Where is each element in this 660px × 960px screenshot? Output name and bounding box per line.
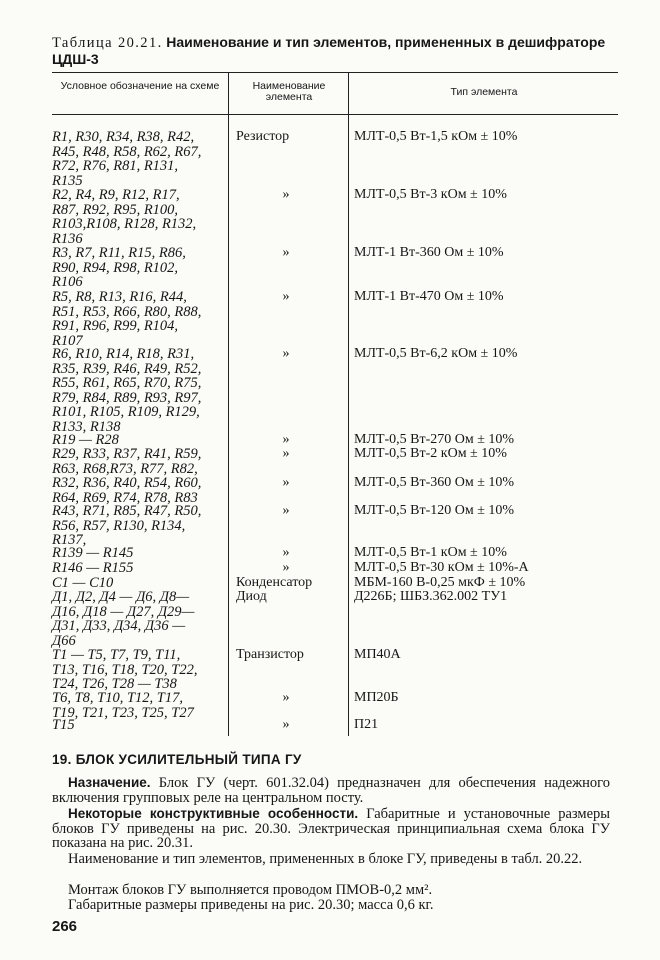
cell-element-type: МЛТ-0,5 Вт-3 кОм ± 10% bbox=[354, 187, 507, 202]
cell-designation: R6, R10, R14, R18, R31, R35, R39, R46, R49, R52, R55, R61, R65, R70, R75, R79, R84, R89, R93, R97, R101, R105, R109, R129, R133, R138 bbox=[52, 346, 202, 435]
column-divider-2 bbox=[348, 72, 349, 736]
cell-element-name: » bbox=[282, 475, 290, 490]
cell-designation: R139 — R145 bbox=[52, 545, 134, 561]
cell-designation: R29, R33, R37, R41, R59, R63, R68,R73, R77, R82, bbox=[52, 446, 202, 477]
cell-element-name: Резистор bbox=[236, 129, 290, 144]
paragraph-elements: Наименование и тип элементов, примененных в блоке ГУ, приведены в табл. 20.22. bbox=[68, 851, 583, 867]
header-element-name: Наименование элемента bbox=[252, 80, 326, 103]
paragraph-purpose-text: Блок ГУ (черт. 601.32.04) предназначен для обеспечения надежного включения групповых реле на центральном посту. bbox=[52, 775, 610, 806]
cell-element-name: » bbox=[282, 690, 290, 705]
header-designation: Условное обозначение на схеме bbox=[60, 80, 220, 92]
table-caption bbox=[52, 34, 612, 68]
cell-element-type: МЛТ-0,5 Вт-6,2 кОм ± 10% bbox=[354, 346, 518, 361]
cell-element-name: » bbox=[282, 289, 290, 304]
cell-element-name: » bbox=[282, 545, 290, 560]
cell-element-name: » bbox=[282, 446, 290, 461]
header-element-type: Тип элемента bbox=[450, 86, 518, 98]
paragraph-mounting: Монтаж блоков ГУ выполняется проводом ПМОВ-0,2 мм². bbox=[68, 882, 433, 898]
table-caption-label: Таблица 20.21. bbox=[52, 35, 163, 51]
cell-designation: R19 — R28 bbox=[52, 432, 119, 448]
cell-designation: T6, T8, T10, T12, T17, T19, T21, T23, T25, T27 bbox=[52, 690, 194, 721]
cell-element-type: МЛТ-0,5 Вт-270 Ом ± 10% bbox=[354, 432, 515, 447]
cell-element-name: Диод bbox=[236, 589, 267, 604]
paragraph-purpose bbox=[52, 776, 610, 805]
cell-element-type: МЛТ-1 Вт-360 Ом ± 10% bbox=[354, 245, 504, 260]
cell-element-name: » bbox=[282, 503, 290, 518]
table-caption-title: Наименование и тип элементов, примененных в дешифраторе ЦДШ-3 bbox=[52, 34, 606, 67]
section-title: 19. БЛОК УСИЛИТЕЛЬНЫЙ ТИПА ГУ bbox=[52, 752, 302, 767]
paragraph-features-lead: Некоторые конструктивные особенности. bbox=[68, 806, 359, 821]
cell-element-name: Транзистор bbox=[236, 647, 304, 662]
cell-element-type: МБМ-160 В-0,25 мкФ ± 10% bbox=[354, 575, 526, 590]
cell-designation: R1, R30, R34, R38, R42, R45, R48, R58, R62, R67, R72, R76, R81, R131, R135 bbox=[52, 129, 202, 189]
column-divider-1 bbox=[228, 72, 229, 736]
cell-element-name: » bbox=[282, 187, 290, 202]
cell-element-type: МЛТ-0,5 Вт-30 кОм ± 10%-А bbox=[354, 560, 529, 575]
cell-designation: R2, R4, R9, R12, R17, R87, R92, R95, R100, R103,R108, R128, R132, R136 bbox=[52, 187, 197, 247]
paragraph-features bbox=[52, 807, 610, 851]
paragraph-purpose-lead: Назначение. bbox=[68, 775, 151, 790]
elements-table bbox=[52, 72, 618, 736]
cell-designation: Д1, Д2, Д4 — Д6, Д8— Д16, Д18 — Д27, Д29— Д31, Д33, Д34, Д36 — Д66 bbox=[52, 589, 195, 649]
cell-element-name: » bbox=[282, 346, 290, 361]
cell-designation: R32, R36, R40, R54, R60, R64, R69, R74, R78, R83 bbox=[52, 475, 202, 506]
cell-element-type: МЛТ-0,5 Вт-1,5 кОм ± 10% bbox=[354, 129, 518, 144]
cell-element-name: » bbox=[282, 432, 290, 447]
cell-element-type: МП40А bbox=[354, 647, 401, 662]
cell-element-name: » bbox=[282, 245, 290, 260]
cell-element-name: » bbox=[282, 717, 290, 732]
cell-element-type: Д226Б; ШБЗ.362.002 ТУ1 bbox=[354, 589, 508, 604]
cell-element-type: МЛТ-0,5 Вт-360 Ом ± 10% bbox=[354, 475, 515, 490]
cell-element-type: МП20Б bbox=[354, 690, 399, 705]
cell-element-name: » bbox=[282, 560, 290, 575]
cell-designation: R146 — R155 bbox=[52, 560, 134, 576]
cell-element-type: МЛТ-0,5 Вт-120 Ом ± 10% bbox=[354, 503, 515, 518]
cell-element-type: МЛТ-1 Вт-470 Ом ± 10% bbox=[354, 289, 504, 304]
page-number: 266 bbox=[52, 918, 78, 935]
cell-designation: T1 — T5, T7, T9, T11, T13, T16, T18, T20, T22, T24, T26, T28 — T38 bbox=[52, 647, 198, 692]
cell-designation: R3, R7, R11, R15, R86, R90, R94, R98, R102, R106 bbox=[52, 245, 186, 290]
cell-designation: R5, R8, R13, R16, R44, R51, R53, R66, R80, R88, R91, R96, R99, R104, R107 bbox=[52, 289, 202, 349]
cell-designation: R43, R71, R85, R47, R50, R56, R57, R130, R134, R137, bbox=[52, 503, 202, 548]
table-header-rule bbox=[52, 114, 618, 115]
paragraph-dimensions: Габаритные размеры приведены на рис. 20.30; масса 0,6 кг. bbox=[68, 897, 434, 913]
cell-designation: T15 bbox=[52, 717, 75, 733]
cell-designation: C1 — C10 bbox=[52, 575, 114, 591]
paragraph-features-text: Габаритные и установочные размеры блоков ГУ приведены на рис. 20.30. Электрическая принципиальная схема блока ГУ показана на рис. 20.31. bbox=[52, 806, 611, 851]
cell-element-type: П21 bbox=[354, 717, 379, 732]
table-top-rule bbox=[52, 72, 618, 73]
cell-element-type: МЛТ-0,5 Вт-2 кОм ± 10% bbox=[354, 446, 507, 461]
cell-element-type: МЛТ-0,5 Вт-1 кОм ± 10% bbox=[354, 545, 507, 560]
cell-element-name: Конденсатор bbox=[236, 575, 313, 590]
